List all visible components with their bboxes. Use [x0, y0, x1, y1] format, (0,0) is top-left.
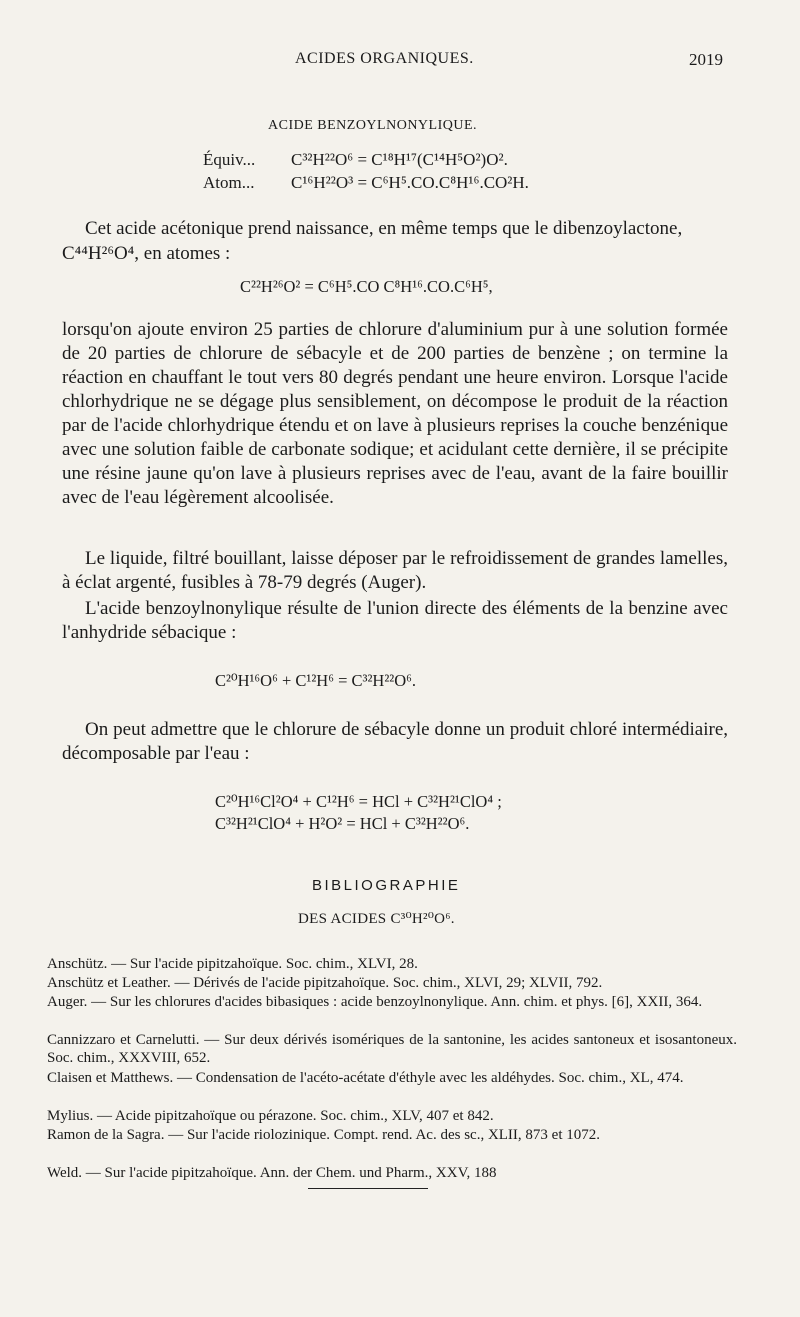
- bibliography-subheading: DES ACIDES C³⁰H²⁰O⁶.: [298, 911, 455, 927]
- equiv-formula: C³²H²²O⁶ = C¹⁸H¹⁷(C¹⁴H⁵O²)O².: [291, 150, 508, 169]
- section-title: ACIDE BENZOYLNONYLIQUE.: [268, 118, 478, 133]
- reference-item: Anschütz. — Sur l'acide pipitzahoïque. Soc. chim., XLVI, 28.: [47, 956, 418, 972]
- paragraph-1-line-2: C⁴⁴H²⁶O⁴, en atomes :: [62, 243, 231, 264]
- bibliography-heading: BIBLIOGRAPHIE: [312, 877, 461, 894]
- reference-item: Mylius. — Acide pipitzahoïque ou pérazone. Soc. chim., XLV, 407 et 842.: [47, 1108, 494, 1124]
- formula-chloro-1: C²⁰H¹⁶Cl²O⁴ + C¹²H⁶ = HCl + C³²H²¹ClO⁴ ;: [215, 792, 502, 811]
- closing-rule: [308, 1188, 428, 1189]
- paragraph-1-line-1: Cet acide acétonique prend naissance, en même temps que le dibenzoylactone,: [85, 218, 683, 239]
- reference-item: Ramon de la Sagra. — Sur l'acide riolozinique. Compt. rend. Ac. des sc., XLII, 873 et 1072.: [47, 1127, 601, 1143]
- reference-item: Weld. — Sur l'acide pipitzahoïque. Ann. der Chem. und Pharm., XXV, 188: [47, 1165, 497, 1181]
- equiv-label: Équiv...: [203, 150, 256, 169]
- page-number: 2019: [689, 50, 723, 69]
- paragraph-4: L'acide benzoylnonylique résulte de l'union directe des éléments de la benzine avec l'anhydride sébacique :: [62, 598, 728, 643]
- paragraph-5: On peut admettre que le chlorure de sébacyle donne un produit chloré intermédiaire, décomposable par l'eau :: [62, 719, 728, 764]
- paragraph-2: lorsqu'on ajoute environ 25 parties de chlorure d'aluminium pur à une solution formée de 20 parties de chlorure de sébacyle et de 200 parties de benzène ; on termine la réaction en chauffant le tout vers 80 degrés pendant une heure environ. Lorsque l'acide chlorhydrique ne se dégage plus sensiblement, on décompose le produit de la réaction par de l'acide chlorhydrique étendu et on lave à plusieurs reprises la couche benzénique avec une solution faible de carbonate sodique; et acidulant cette dernière, il se précipite une résine jaune qu'on lave à plusieurs reprises avec de l'eau, avant de la faire bouillir avec de l'eau légèrement alcoolisée.: [62, 319, 728, 508]
- formula-atoms: C²²H²⁶O² = C⁶H⁵.CO C⁸H¹⁶.CO.C⁶H⁵,: [240, 277, 493, 296]
- formula-chloro-2: C³²H²¹ClO⁴ + H²O² = HCl + C³²H²²O⁶.: [215, 814, 470, 833]
- reference-item: Auger. — Sur les chlorures d'acides bibasiques : acide benzoylnonylique. Ann. chim. et phys. [6], XXII, 364.: [47, 994, 703, 1010]
- reference-item: Claisen et Matthews. — Condensation de l'acéto-acétate d'éthyle avec les aldéhydes. Soc. chim., XL, 474.: [47, 1070, 684, 1086]
- formula-reaction: C²⁰H¹⁶O⁶ + C¹²H⁶ = C³²H²²O⁶.: [215, 671, 417, 690]
- paragraph-3: Le liquide, filtré bouillant, laisse déposer par le refroidissement de grandes lamelles, à éclat argenté, fusibles à 78-79 degrés (Auger).: [62, 548, 728, 593]
- running-header: ACIDES ORGANIQUES.: [295, 50, 474, 67]
- atom-formula: C¹⁶H²²O³ = C⁶H⁵.CO.C⁸H¹⁶.CO²H.: [291, 173, 529, 192]
- reference-item: Anschütz et Leather. — Dérivés de l'acide pipitzahoïque. Soc. chim., XLVI, 29; XLVII, 792.: [47, 975, 603, 991]
- reference-item: Cannizzaro et Carnelutti. — Sur deux dérivés isomériques de la santonine, les acides santoneux et isosantoneux. Soc. chim., XXXVIII, 652.: [47, 1032, 737, 1066]
- atom-label: Atom...: [203, 173, 255, 192]
